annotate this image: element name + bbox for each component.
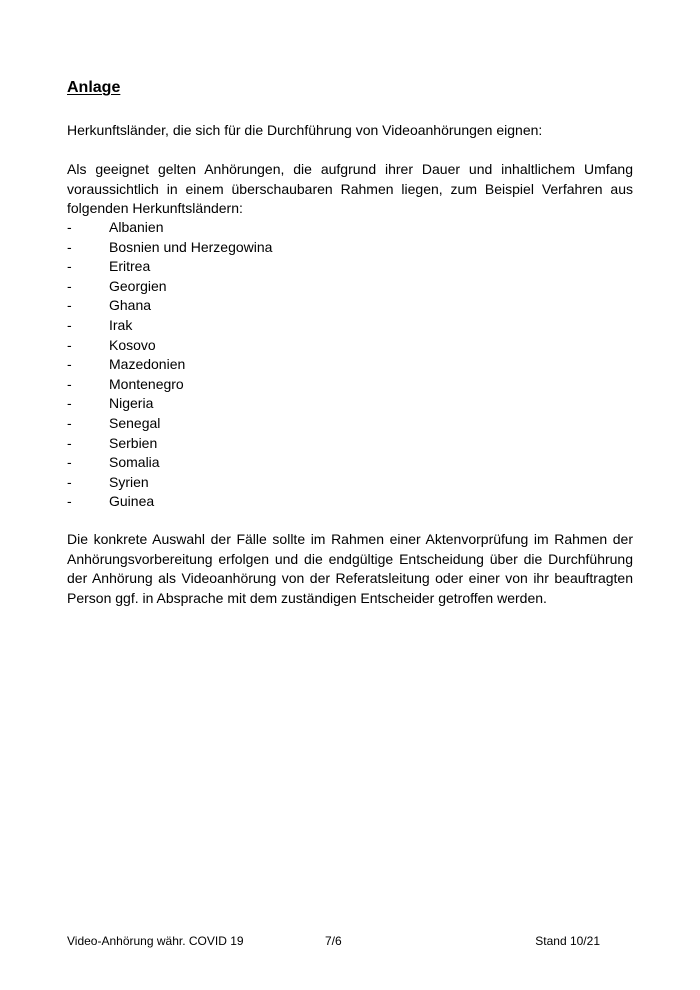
country-name: Mazedonien: [109, 356, 186, 373]
list-item: [67, 375, 272, 395]
list-item: [67, 473, 272, 493]
country-name: Somalia: [109, 454, 160, 471]
list-marker: -: [67, 493, 72, 510]
list-item: [67, 238, 272, 258]
list-item: [67, 277, 272, 297]
footer-page-number: 7/6: [325, 934, 342, 948]
country-name: Albanien: [109, 219, 164, 235]
country-name: Serbien: [109, 434, 158, 451]
country-name: Senegal: [109, 414, 161, 431]
list-item: [67, 492, 272, 512]
footer-document-title: Video-Anhörung währ. COVID 19: [67, 934, 244, 948]
country-name: Georgien: [109, 277, 167, 294]
paragraph-selection: Die konkrete Auswahl der Fälle sollte im Rahmen einer Aktenvorprüfung im Rahmen der Anhörungsvorbereitung erfolgen und die endgültige Entscheidung über die Durchführung der Anhörung als Videoanhörung von der Referatsleitung oder einer von ihr beauftragten Person ggf. in Absprache mit dem zuständigen Entscheider getroffen werden.: [67, 531, 633, 606]
list-item: [67, 336, 272, 356]
list-marker: -: [67, 375, 72, 392]
country-name: Guinea: [109, 493, 155, 510]
country-list: [67, 218, 272, 512]
country-name: Irak: [109, 316, 133, 333]
paragraph-suitability: Als geeignet gelten Anhörungen, die aufgrund ihrer Dauer und inhaltlichem Umfang voraussichtlich in einem überschaubaren Rahmen liegen, zum Beispiel Verfahren aus folgenden Herkunftsländern:: [67, 161, 633, 217]
list-item: [67, 414, 272, 434]
list-item: [67, 394, 272, 414]
country-name: Ghana: [109, 297, 152, 314]
list-marker: -: [67, 454, 72, 471]
list-item: [67, 434, 272, 454]
footer-version-date: Stand 10/21: [535, 934, 600, 948]
country-name: Kosovo: [109, 336, 156, 353]
list-item: [67, 218, 272, 238]
intro-text: Herkunftsländer, die sich für die Durchführung von Videoanhörungen eignen:: [67, 122, 543, 138]
list-item: [67, 453, 272, 473]
list-marker: -: [67, 238, 72, 255]
country-name: Nigeria: [109, 395, 154, 412]
list-marker: -: [67, 434, 72, 451]
list-marker: -: [67, 473, 72, 490]
list-marker: -: [67, 297, 72, 314]
list-marker: -: [67, 258, 72, 275]
list-item: [67, 355, 272, 375]
page-heading: Anlage: [67, 79, 121, 96]
country-name: Eritrea: [109, 258, 151, 275]
country-name: Montenegro: [109, 375, 184, 392]
country-name: Syrien: [109, 473, 149, 490]
list-marker: -: [67, 414, 72, 431]
list-marker: -: [67, 219, 72, 235]
list-item: [67, 257, 272, 277]
list-marker: -: [67, 356, 72, 373]
list-marker: -: [67, 395, 72, 412]
list-marker: -: [67, 316, 72, 333]
list-marker: -: [67, 277, 72, 294]
page-footer: [67, 932, 600, 950]
list-item: [67, 316, 272, 336]
list-marker: -: [67, 336, 72, 353]
country-name: Bosnien und Herzegowina: [109, 238, 273, 255]
list-item: [67, 296, 272, 316]
